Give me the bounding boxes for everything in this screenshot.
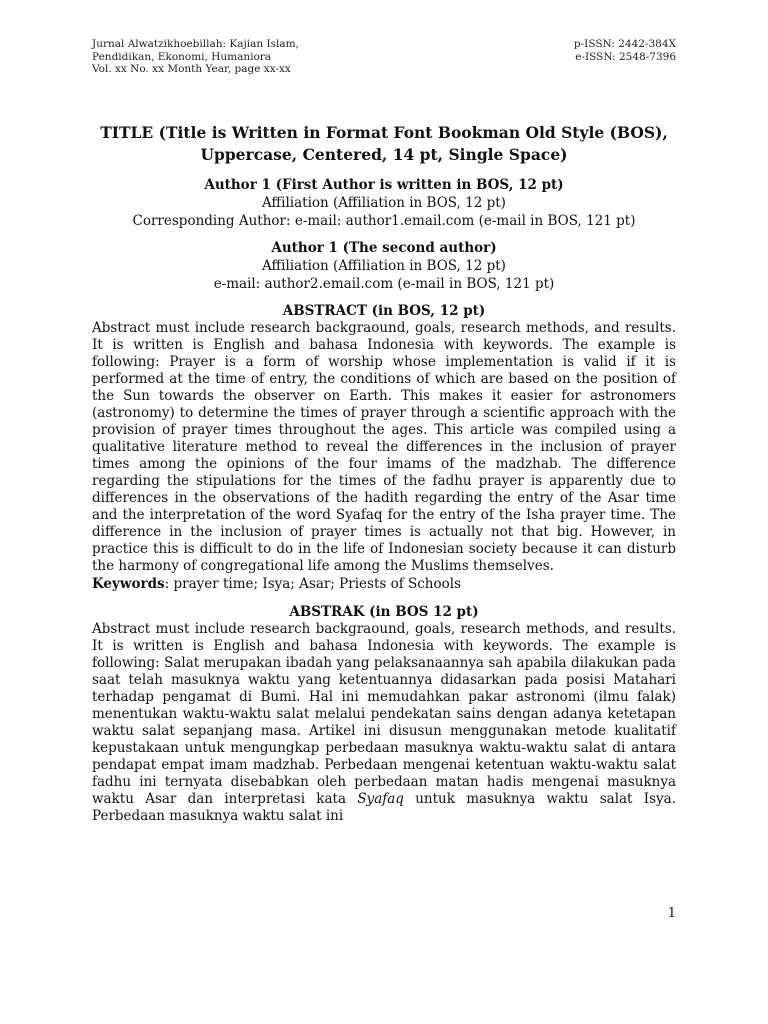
author-2-contact: e-mail: author2.email.com (e-mail in BOS, 121 pt) — [213, 276, 555, 292]
abstrak-italic-term: Syafaq — [357, 791, 404, 807]
running-header — [92, 38, 676, 76]
electronic-issn: e-ISSN: 2548-7396 — [575, 50, 676, 63]
print-issn: p-ISSN: 2442-384X — [573, 38, 676, 50]
journal-volume-line: Vol. xx No. xx Month Year, page xx-xx — [92, 63, 291, 75]
abstrak-text-part-1: Abstract must include research backgraound, goals, research methods, and results. It is written is English and bahasa Indonesia with keywords. The example is following: Salat merupakan ibadah yang pelaksanaannya sah apabila dilakukan pada saat telah masuknya waktu yang ketentuannya didasarkan pada posisi Matahari terhadap pengamat di Bumi. Hal ini memudahkan pakar astronomi (ilmu falak) menentukan waktu-waktu salat melalui pendekatan sains dengan adanya ketetapan waktu salat sepanjang masa. Artikel ini disusun menggunakan metode kualitatif kepustakaan untuk mengungkap perbedaan masuknya waktu-waktu salat di antara pendapat empat imam madzhab. Perbedaan mengenai ketentuan waktu-waktu salat fadhu ini ternyata disebabkan oleh perbedaan matan hadis mengenai masuknya waktu Asar dan interpretasi kata — [92, 621, 676, 807]
page-number: 1 — [667, 906, 676, 921]
journal-info — [92, 38, 299, 76]
journal-scope-line: Pendidikan, Ekonomi, Humaniora — [92, 50, 272, 63]
keywords-line — [92, 576, 676, 593]
author-1-contact: Corresponding Author: e-mail: author1.email.com (e-mail in BOS, 121 pt) — [132, 213, 636, 229]
author-2-name: Author 1 (The second author) — [271, 240, 497, 256]
abstrak-heading: ABSTRAK (in BOS 12 pt) — [289, 604, 479, 620]
journal-name-line: Jurnal Alwatzikhoebillah: Kajian Islam, — [92, 38, 299, 50]
page-content — [92, 122, 676, 825]
author-2-affiliation: Affiliation (Affiliation in BOS, 12 pt) — [262, 258, 506, 274]
abstrak-text-part-2: untuk masuknya waktu salat Isya. Perbedaan masuknya waktu salat ini — [92, 791, 676, 824]
author-1-name: Author 1 (First Author is written in BOS, 12 pt) — [204, 177, 564, 193]
abstract-heading: ABSTRACT (in BOS, 12 pt) — [282, 303, 486, 319]
keywords-label: Keywords — [92, 576, 165, 592]
keywords-list: : prayer time; Isya; Asar; Priests of Schools — [164, 576, 462, 592]
abstrak-text — [92, 621, 676, 825]
abstract-text: Abstract must include research backgraound, goals, research methods, and results. It is written is English and bahasa Indonesia with keywords. The example is following: Prayer is a form of worship whose implementation is valid if it is performed at the time of entry, the conditions of which are based on the position of the Sun towards the observer on Earth. This makes it easier for astronomers (astronomy) to determine the times of prayer through a scientific approach with the provision of prayer times throughout the ages. This article was compiled using a qualitative literature method to reveal the differences in the inclusion of prayer times among the opinions of the four imams of the madzhab. The difference regarding the stipulations for the times of the fadhu prayer is apparently due to differences in the observations of the hadith regarding the entry of the Asar time and the interpretation of the word Syafaq for the entry of the Isha prayer time. The difference in the inclusion of prayer times is actually not that big. However, in practice this is difficult to do in the life of Indonesian society because it can disturb the harmony of congregational life among the Muslims themselves. — [92, 320, 676, 574]
author-1-affiliation: Affiliation (Affiliation in BOS, 12 pt) — [262, 195, 506, 211]
author-2-block — [92, 239, 676, 293]
issn-info — [574, 38, 676, 76]
paper-title: TITLE (Title is Written in Format Font Bookman Old Style (BOS), Uppercase, Centered, 14 pt, Single Space) — [100, 123, 668, 164]
author-1-block — [92, 176, 676, 230]
